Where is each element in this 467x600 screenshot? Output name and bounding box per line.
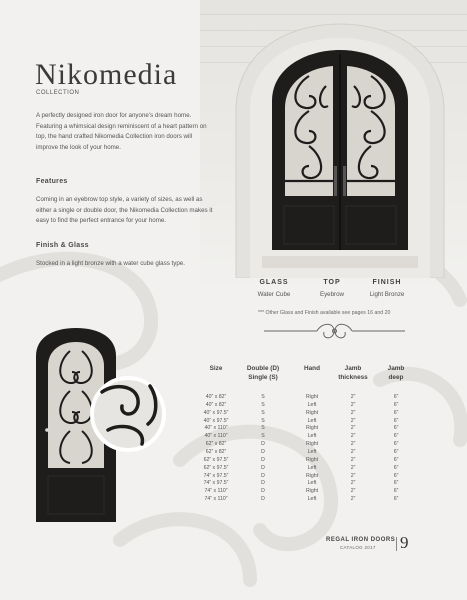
table-cell: 6” <box>393 441 399 448</box>
table-cell: 6” <box>393 401 399 408</box>
table-cell: 2” <box>350 496 356 503</box>
table-cell: 2” <box>350 456 356 463</box>
table-cell: Left <box>307 401 317 408</box>
table-cell: Left <box>307 417 317 424</box>
features-heading: Features <box>36 178 68 185</box>
table-row <box>201 410 411 418</box>
single-door-photo <box>30 326 170 522</box>
finish-glass-heading: Finish & Glass <box>36 242 89 249</box>
table-cell: 74” x 110” <box>204 496 228 503</box>
table-cell: Right <box>305 456 319 463</box>
table-cell: 2” <box>350 409 356 416</box>
table-cell: Left <box>307 464 317 471</box>
table-cell: 6” <box>393 425 399 432</box>
table-cell: 74” x 110” <box>204 488 228 495</box>
collection-subtitle: COLLECTION <box>36 90 80 96</box>
table-row <box>201 425 411 433</box>
table-cell: S <box>261 425 265 432</box>
table-cell: 6” <box>393 488 399 495</box>
table-cell: D <box>261 472 265 479</box>
table-cell: 2” <box>350 401 356 408</box>
option-label: FINISH <box>372 279 402 286</box>
table-cell: Left <box>307 433 317 440</box>
table-cell: S <box>261 409 265 416</box>
table-cell: Left <box>307 480 317 487</box>
table-cell: 2” <box>350 472 356 479</box>
table-cell: 2” <box>350 425 356 432</box>
table-cell: D <box>261 441 265 448</box>
table-cell: 2” <box>350 417 356 424</box>
features-paragraph: Coming in an eyebrow top style, a variety of sizes, as well as either a single or double door, the Nikomedia Collection makes it easy to find the perfect entrance for your home. <box>36 196 213 224</box>
table-cell: 6” <box>393 456 399 463</box>
double-door-photo <box>228 16 452 278</box>
table-row <box>201 480 411 488</box>
collection-title: Nikomedia <box>35 58 178 91</box>
table-row <box>201 394 411 402</box>
option-value: Eyebrow <box>319 291 345 298</box>
table-cell: 62” x 97.5” <box>203 464 229 471</box>
col-header-size: Size <box>209 365 223 372</box>
table-cell: D <box>261 448 265 455</box>
table-cell: 40” x 110” <box>204 433 228 440</box>
ornament-divider <box>262 318 407 344</box>
table-cell: 2” <box>350 488 356 495</box>
option-top <box>314 279 350 298</box>
table-row <box>201 441 411 449</box>
table-row <box>201 488 411 496</box>
table-cell: 6” <box>393 409 399 416</box>
finish-glass-paragraph: Stocked in a light bronze with a water cube glass type. <box>36 260 185 267</box>
table-row <box>201 433 411 441</box>
table-cell: Right <box>305 394 319 400</box>
table-cell: S <box>261 417 265 424</box>
col-header-jamb-thickness: Jamb thickness <box>338 365 368 381</box>
option-value: Water Cube <box>257 291 291 298</box>
table-cell: Left <box>307 448 317 455</box>
col-header-hand: Hand <box>304 365 320 372</box>
table-row <box>201 457 411 465</box>
table-row <box>201 449 411 457</box>
option-finish <box>362 279 412 298</box>
table-cell: 74” x 97.5” <box>203 480 229 487</box>
table-row <box>201 418 411 426</box>
table-cell: 2” <box>350 464 356 471</box>
table-cell: Right <box>305 488 319 495</box>
table-row <box>201 402 411 410</box>
table-cell: Right <box>305 425 319 432</box>
option-glass <box>256 279 292 298</box>
table-row <box>201 465 411 473</box>
intro-paragraph: A perfectly designed iron door for anyone’s dream home. Featuring a whimsical design reminiscent of a heart pattern on top, the hand crafted Nikomedia Collection iron doors will improve the look of your home. <box>36 112 207 151</box>
table-cell: S <box>261 433 265 440</box>
table-cell: Right <box>305 441 319 448</box>
table-cell: 2” <box>350 433 356 440</box>
table-cell: D <box>261 480 265 487</box>
table-cell: 2” <box>350 441 356 448</box>
footer-catalog: CATALOG 2017 <box>340 545 376 550</box>
option-label: TOP <box>323 279 341 286</box>
table-cell: 62” x 97.5” <box>203 456 229 463</box>
availability-note: *** Other Glass and Finish available see pages 16 and 20 <box>258 310 391 316</box>
footer-divider <box>396 537 397 551</box>
table-cell: 62” x 82” <box>205 448 227 455</box>
table-cell: 6” <box>393 472 399 479</box>
table-cell: 6” <box>393 417 399 424</box>
footer-brand: REGAL IRON DOORS <box>326 537 396 543</box>
table-row <box>201 496 411 504</box>
table-cell: 40” x 97.5” <box>203 409 229 416</box>
table-cell: 6” <box>393 496 399 503</box>
table-cell: 6” <box>393 464 399 471</box>
table-cell: 74” x 97.5” <box>203 472 229 479</box>
page-number: 9 <box>400 533 409 552</box>
table-cell: D <box>261 496 265 503</box>
table-cell: D <box>261 488 265 495</box>
table-cell: 40” x 82” <box>205 401 227 408</box>
table-cell: S <box>261 401 265 408</box>
table-cell: 40” x 110” <box>204 425 228 432</box>
table-row <box>201 473 411 481</box>
table-cell: 62” x 82” <box>205 441 227 448</box>
option-value: Light Bronze <box>369 291 405 298</box>
table-cell: D <box>261 464 265 471</box>
table-cell: 2” <box>350 448 356 455</box>
table-cell: Right <box>305 409 319 416</box>
table-cell: 6” <box>393 480 399 487</box>
col-header-door-type: Double (D) Single (S) <box>246 365 280 381</box>
table-cell: S <box>261 394 265 400</box>
table-cell: 6” <box>393 448 399 455</box>
table-cell: 40” x 97.5” <box>203 417 229 424</box>
table-cell: D <box>261 456 265 463</box>
table-cell: 40” x 82” <box>205 394 227 400</box>
table-cell: Left <box>307 496 317 503</box>
table-cell: Right <box>305 472 319 479</box>
table-cell: 2” <box>350 480 356 487</box>
table-cell: 2” <box>350 394 356 400</box>
col-header-jamb-deep: Jamb deep <box>387 365 405 381</box>
table-cell: 6” <box>393 433 399 440</box>
option-label: GLASS <box>259 279 289 286</box>
table-cell: 6” <box>393 394 399 400</box>
